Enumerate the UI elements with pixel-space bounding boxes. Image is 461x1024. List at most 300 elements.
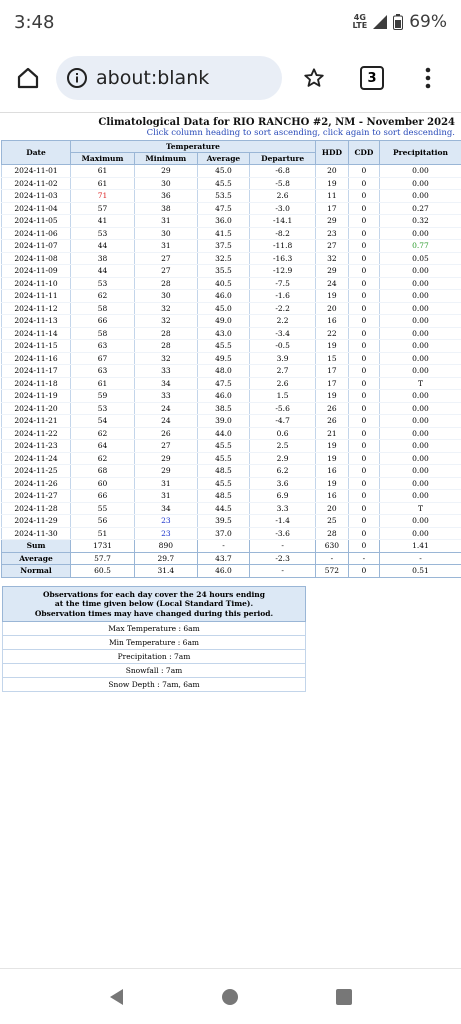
table-cell: 0.6 <box>250 427 316 440</box>
table-cell: -14.1 <box>250 215 316 228</box>
table-cell: 32 <box>135 352 198 365</box>
table-cell: 19 <box>315 177 348 190</box>
table-cell: 23 <box>315 227 348 240</box>
table-row <box>2 452 461 465</box>
clock: 3:48 <box>14 11 55 33</box>
table-cell: 17 <box>315 202 348 215</box>
table-row <box>2 402 461 415</box>
table-cell: 0.00 <box>379 527 461 540</box>
table-cell: 0.00 <box>379 302 461 315</box>
table-cell: 2024-11-22 <box>2 427 71 440</box>
col-precipitation[interactable]: Precipitation <box>379 141 461 165</box>
table-cell: 0.00 <box>379 290 461 303</box>
table-cell: 44 <box>71 240 135 253</box>
summary-cell: 46.0 <box>197 565 250 578</box>
table-row <box>2 315 461 328</box>
table-cell: 20 <box>315 502 348 515</box>
summary-cell: 572 <box>315 565 348 578</box>
table-cell: 0 <box>348 527 379 540</box>
table-cell: 2.6 <box>250 190 316 203</box>
table-cell: 1.5 <box>250 390 316 403</box>
table-cell: 53 <box>71 227 135 240</box>
table-cell: 2.5 <box>250 440 316 453</box>
url-text: about:blank <box>96 67 210 89</box>
table-cell: 47.5 <box>197 202 250 215</box>
table-cell: 53 <box>71 277 135 290</box>
table-cell: 2024-11-24 <box>2 452 71 465</box>
observation-header-line: Observation times may have changed during this period. <box>34 608 274 618</box>
battery-icon <box>393 14 403 30</box>
table-cell: 19 <box>315 290 348 303</box>
table-cell: 44 <box>71 265 135 278</box>
summary-row <box>2 552 461 565</box>
table-cell: 34 <box>135 377 198 390</box>
table-cell: 2.2 <box>250 315 316 328</box>
table-cell: 48.0 <box>197 365 250 378</box>
table-cell: 2024-11-12 <box>2 302 71 315</box>
summary-cell: 0 <box>348 565 379 578</box>
table-cell: 56 <box>71 515 135 528</box>
table-row <box>2 215 461 228</box>
table-cell: -8.2 <box>250 227 316 240</box>
status-bar <box>0 0 461 44</box>
table-cell: 54 <box>71 415 135 428</box>
observation-item: Min Temperature : 6am <box>3 636 306 650</box>
table-cell: 0 <box>348 452 379 465</box>
table-cell: 15 <box>315 352 348 365</box>
table-cell: 38.5 <box>197 402 250 415</box>
table-row <box>2 377 461 390</box>
table-row <box>2 527 461 540</box>
col-maximum[interactable]: Maximum <box>71 153 135 165</box>
table-cell: 2024-11-20 <box>2 402 71 415</box>
table-cell: 35.5 <box>197 265 250 278</box>
table-cell: 16 <box>315 490 348 503</box>
observation-table <box>2 586 306 693</box>
table-cell: 28 <box>135 340 198 353</box>
table-cell: 62 <box>71 290 135 303</box>
table-cell: 53 <box>71 402 135 415</box>
table-cell: 0 <box>348 202 379 215</box>
climate-table <box>1 140 461 578</box>
star-icon <box>303 67 325 89</box>
summary-row <box>2 565 461 578</box>
summary-cell: 890 <box>135 540 198 553</box>
table-row <box>2 227 461 240</box>
battery-percent: 69% <box>409 12 447 32</box>
page-subtitle: Click column heading to sort ascending, click again to sort descending. <box>146 128 455 138</box>
table-cell: 29 <box>135 452 198 465</box>
table-cell: 0.00 <box>379 365 461 378</box>
table-cell: 0.00 <box>379 477 461 490</box>
table-cell: 46.0 <box>197 390 250 403</box>
table-cell: 0 <box>348 490 379 503</box>
table-cell: 2024-11-03 <box>2 190 71 203</box>
table-cell: 29 <box>315 265 348 278</box>
summary-cell: -2.3 <box>250 552 316 565</box>
table-cell: 0 <box>348 477 379 490</box>
col-cdd[interactable]: CDD <box>348 141 379 165</box>
observation-item: Max Temperature : 6am <box>3 622 306 636</box>
table-cell: 20 <box>315 302 348 315</box>
table-cell: -5.6 <box>250 402 316 415</box>
summary-cell: - <box>250 565 316 578</box>
table-cell: 0.00 <box>379 427 461 440</box>
table-cell: 62 <box>71 452 135 465</box>
table-cell: 61 <box>71 177 135 190</box>
table-cell: 31 <box>135 215 198 228</box>
table-cell: 58 <box>71 302 135 315</box>
table-cell: 0.00 <box>379 440 461 453</box>
table-cell: 21 <box>315 427 348 440</box>
table-cell: 41 <box>71 215 135 228</box>
table-row <box>2 190 461 203</box>
table-cell: 49.0 <box>197 315 250 328</box>
table-cell: 2.9 <box>250 452 316 465</box>
table-cell: 44.0 <box>197 427 250 440</box>
table-cell: 2024-11-11 <box>2 290 71 303</box>
table-cell: 67 <box>71 352 135 365</box>
table-cell: 0.00 <box>379 277 461 290</box>
col-date[interactable]: Date <box>2 141 71 165</box>
table-cell: 36 <box>135 190 198 203</box>
table-cell: 63 <box>71 365 135 378</box>
table-cell: 2024-11-13 <box>2 315 71 328</box>
table-cell: 31 <box>135 490 198 503</box>
table-cell: 0.27 <box>379 202 461 215</box>
page-content <box>0 112 461 692</box>
table-cell: 34 <box>135 502 198 515</box>
summary-cell: - <box>348 552 379 565</box>
table-cell: 43.0 <box>197 327 250 340</box>
table-cell: 29 <box>315 215 348 228</box>
summary-cell: - <box>315 552 348 565</box>
table-cell: 64 <box>71 440 135 453</box>
table-cell: 0 <box>348 215 379 228</box>
summary-cell: 1.41 <box>379 540 461 553</box>
home-button[interactable] <box>10 60 46 96</box>
table-cell: 49.5 <box>197 352 250 365</box>
table-cell: 58 <box>71 327 135 340</box>
table-cell: 0 <box>348 515 379 528</box>
more-vert-icon <box>425 67 431 89</box>
table-cell: 0 <box>348 227 379 240</box>
table-row <box>2 490 461 503</box>
table-cell: 3.9 <box>250 352 316 365</box>
table-cell: 45.5 <box>197 177 250 190</box>
table-cell: 44.5 <box>197 502 250 515</box>
table-cell: 23 <box>135 515 198 528</box>
bookmark-button[interactable] <box>296 60 332 96</box>
table-cell: 31 <box>135 477 198 490</box>
col-temperature-group: Temperature <box>71 141 316 153</box>
android-nav-bar <box>0 968 461 1024</box>
table-cell: 2024-11-04 <box>2 202 71 215</box>
home-nav-icon[interactable] <box>221 988 239 1006</box>
table-cell: 62 <box>71 427 135 440</box>
table-cell: 27 <box>315 240 348 253</box>
table-cell: 38 <box>71 252 135 265</box>
table-row <box>2 465 461 478</box>
table-cell: 2.7 <box>250 365 316 378</box>
table-cell: 30 <box>135 227 198 240</box>
table-row <box>2 415 461 428</box>
table-cell: 60 <box>71 477 135 490</box>
table-cell: 16 <box>315 315 348 328</box>
table-cell: 59 <box>71 390 135 403</box>
table-cell: 2024-11-18 <box>2 377 71 390</box>
table-cell: 0 <box>348 340 379 353</box>
table-row <box>2 427 461 440</box>
signal-icon <box>373 15 387 29</box>
table-cell: 68 <box>71 465 135 478</box>
table-cell: 61 <box>71 377 135 390</box>
table-cell: 0.32 <box>379 215 461 228</box>
table-cell: 27 <box>135 265 198 278</box>
table-row <box>2 502 461 515</box>
table-cell: 2024-11-10 <box>2 277 71 290</box>
table-cell: 32 <box>135 302 198 315</box>
table-cell: 2.6 <box>250 377 316 390</box>
summary-cell: - <box>379 552 461 565</box>
observation-header <box>3 586 306 622</box>
table-cell: 2024-11-19 <box>2 390 71 403</box>
table-cell: 2024-11-14 <box>2 327 71 340</box>
table-row <box>2 365 461 378</box>
back-icon[interactable] <box>108 988 126 1006</box>
table-cell: 0 <box>348 352 379 365</box>
table-cell: 2024-11-08 <box>2 252 71 265</box>
table-cell: 29 <box>135 165 198 178</box>
table-cell: 45.0 <box>197 302 250 315</box>
table-cell: 0.00 <box>379 490 461 503</box>
table-cell: 66 <box>71 490 135 503</box>
table-cell: 0.00 <box>379 415 461 428</box>
table-cell: 3.3 <box>250 502 316 515</box>
table-cell: 2024-11-26 <box>2 477 71 490</box>
summary-cell: - <box>197 540 250 553</box>
table-cell: 0 <box>348 165 379 178</box>
table-cell: -7.5 <box>250 277 316 290</box>
table-cell: 24 <box>315 277 348 290</box>
table-cell: 37.5 <box>197 240 250 253</box>
summary-cell: 0.51 <box>379 565 461 578</box>
table-cell: 0 <box>348 427 379 440</box>
table-cell: 6.9 <box>250 490 316 503</box>
summary-label: Average <box>2 552 71 565</box>
table-cell: 0 <box>348 302 379 315</box>
status-icons <box>353 12 448 32</box>
observation-header-line: Observations for each day cover the 24 hours ending <box>43 589 265 599</box>
table-cell: 2024-11-21 <box>2 415 71 428</box>
observation-item: Snowfall : 7am <box>3 664 306 678</box>
summary-cell: 43.7 <box>197 552 250 565</box>
summary-cell: 60.5 <box>71 565 135 578</box>
table-cell: -1.4 <box>250 515 316 528</box>
summary-cell: 1731 <box>71 540 135 553</box>
col-departure[interactable]: Departure <box>250 153 316 165</box>
table-cell: 63 <box>71 340 135 353</box>
table-row <box>2 515 461 528</box>
table-cell: -1.6 <box>250 290 316 303</box>
tab-count: 3 <box>360 66 384 90</box>
table-cell: 0 <box>348 290 379 303</box>
table-cell: 2024-11-28 <box>2 502 71 515</box>
table-cell: 2024-11-02 <box>2 177 71 190</box>
table-cell: 2024-11-23 <box>2 440 71 453</box>
table-cell: 27 <box>135 252 198 265</box>
table-cell: 25 <box>315 515 348 528</box>
table-cell: 45.5 <box>197 340 250 353</box>
table-row <box>2 265 461 278</box>
table-cell: 3.6 <box>250 477 316 490</box>
table-cell: 11 <box>315 190 348 203</box>
table-row <box>2 327 461 340</box>
table-cell: 0 <box>348 377 379 390</box>
table-cell: 0 <box>348 265 379 278</box>
table-cell: 55 <box>71 502 135 515</box>
table-cell: 38 <box>135 202 198 215</box>
table-row <box>2 340 461 353</box>
table-cell: 2024-11-09 <box>2 265 71 278</box>
table-row <box>2 477 461 490</box>
table-cell: 45.5 <box>197 452 250 465</box>
table-cell: 53.5 <box>197 190 250 203</box>
table-row <box>2 202 461 215</box>
table-cell: 0.77 <box>379 240 461 253</box>
table-cell: 48.5 <box>197 465 250 478</box>
observation-item: Precipitation : 7am <box>3 650 306 664</box>
table-cell: 0 <box>348 252 379 265</box>
table-cell: 51 <box>71 527 135 540</box>
table-cell: 31 <box>135 240 198 253</box>
table-cell: 2024-11-16 <box>2 352 71 365</box>
table-cell: 32 <box>135 315 198 328</box>
table-cell: 32 <box>315 252 348 265</box>
info-icon <box>66 67 88 89</box>
table-cell: 0 <box>348 177 379 190</box>
table-row <box>2 302 461 315</box>
table-cell: 22 <box>315 327 348 340</box>
table-cell: 2024-11-29 <box>2 515 71 528</box>
table-cell: 0 <box>348 465 379 478</box>
table-row <box>2 165 461 178</box>
table-cell: 45.0 <box>197 165 250 178</box>
table-cell: 17 <box>315 377 348 390</box>
observation-item: Snow Depth : 7am, 6am <box>3 678 306 692</box>
table-cell: 24 <box>135 402 198 415</box>
table-cell: 26 <box>315 415 348 428</box>
summary-row <box>2 540 461 553</box>
table-cell: 28 <box>315 527 348 540</box>
table-cell: 0 <box>348 277 379 290</box>
table-cell: 0 <box>348 390 379 403</box>
table-cell: 0.00 <box>379 165 461 178</box>
table-cell: -11.8 <box>250 240 316 253</box>
table-row <box>2 177 461 190</box>
table-cell: 48.5 <box>197 490 250 503</box>
table-cell: -12.9 <box>250 265 316 278</box>
table-cell: -4.7 <box>250 415 316 428</box>
table-cell: 30 <box>135 177 198 190</box>
table-cell: 2024-11-06 <box>2 227 71 240</box>
table-cell: 19 <box>315 390 348 403</box>
table-cell: 61 <box>71 165 135 178</box>
table-row <box>2 440 461 453</box>
table-cell: 57 <box>71 202 135 215</box>
table-cell: 24 <box>135 415 198 428</box>
table-row <box>2 290 461 303</box>
menu-button[interactable] <box>410 60 446 96</box>
table-cell: 46.0 <box>197 290 250 303</box>
tab-switcher-button[interactable] <box>354 60 390 96</box>
table-cell: 39.5 <box>197 515 250 528</box>
table-cell: 0.00 <box>379 515 461 528</box>
table-cell: 32.5 <box>197 252 250 265</box>
table-cell: 0 <box>348 415 379 428</box>
table-row <box>2 277 461 290</box>
table-cell: 0.00 <box>379 390 461 403</box>
table-row <box>2 390 461 403</box>
address-bar[interactable] <box>56 56 282 100</box>
table-cell: 28 <box>135 327 198 340</box>
table-cell: 0.00 <box>379 190 461 203</box>
table-row <box>2 240 461 253</box>
table-cell: 17 <box>315 365 348 378</box>
summary-cell: 630 <box>315 540 348 553</box>
table-cell: 33 <box>135 365 198 378</box>
table-cell: 0.00 <box>379 340 461 353</box>
summary-cell: 57.7 <box>71 552 135 565</box>
table-cell: 47.5 <box>197 377 250 390</box>
table-cell: T <box>379 502 461 515</box>
table-cell: 36.0 <box>197 215 250 228</box>
table-row <box>2 252 461 265</box>
table-cell: T <box>379 377 461 390</box>
table-cell: 28 <box>135 277 198 290</box>
summary-label: Sum <box>2 540 71 553</box>
table-cell: -6.8 <box>250 165 316 178</box>
table-cell: 30 <box>135 290 198 303</box>
table-cell: 27 <box>135 440 198 453</box>
table-cell: 6.2 <box>250 465 316 478</box>
recents-icon[interactable] <box>335 988 353 1006</box>
table-cell: 40.5 <box>197 277 250 290</box>
table-cell: 2024-11-05 <box>2 215 71 228</box>
table-cell: 20 <box>315 165 348 178</box>
col-minimum[interactable]: Minimum <box>135 153 198 165</box>
table-cell: 0.00 <box>379 327 461 340</box>
table-cell: 41.5 <box>197 227 250 240</box>
col-average[interactable]: Average <box>197 153 250 165</box>
table-cell: 0 <box>348 365 379 378</box>
table-cell: 0 <box>348 327 379 340</box>
col-hdd[interactable]: HDD <box>315 141 348 165</box>
table-cell: 0.00 <box>379 227 461 240</box>
table-cell: 0.00 <box>379 177 461 190</box>
table-cell: -2.2 <box>250 302 316 315</box>
summary-label: Normal <box>2 565 71 578</box>
home-icon <box>16 66 40 90</box>
table-cell: 0 <box>348 402 379 415</box>
table-cell: 2024-11-25 <box>2 465 71 478</box>
table-cell: -3.0 <box>250 202 316 215</box>
table-cell: 0 <box>348 190 379 203</box>
summary-cell: 29.7 <box>135 552 198 565</box>
table-cell: -16.3 <box>250 252 316 265</box>
table-cell: 0 <box>348 240 379 253</box>
table-cell: 39.0 <box>197 415 250 428</box>
